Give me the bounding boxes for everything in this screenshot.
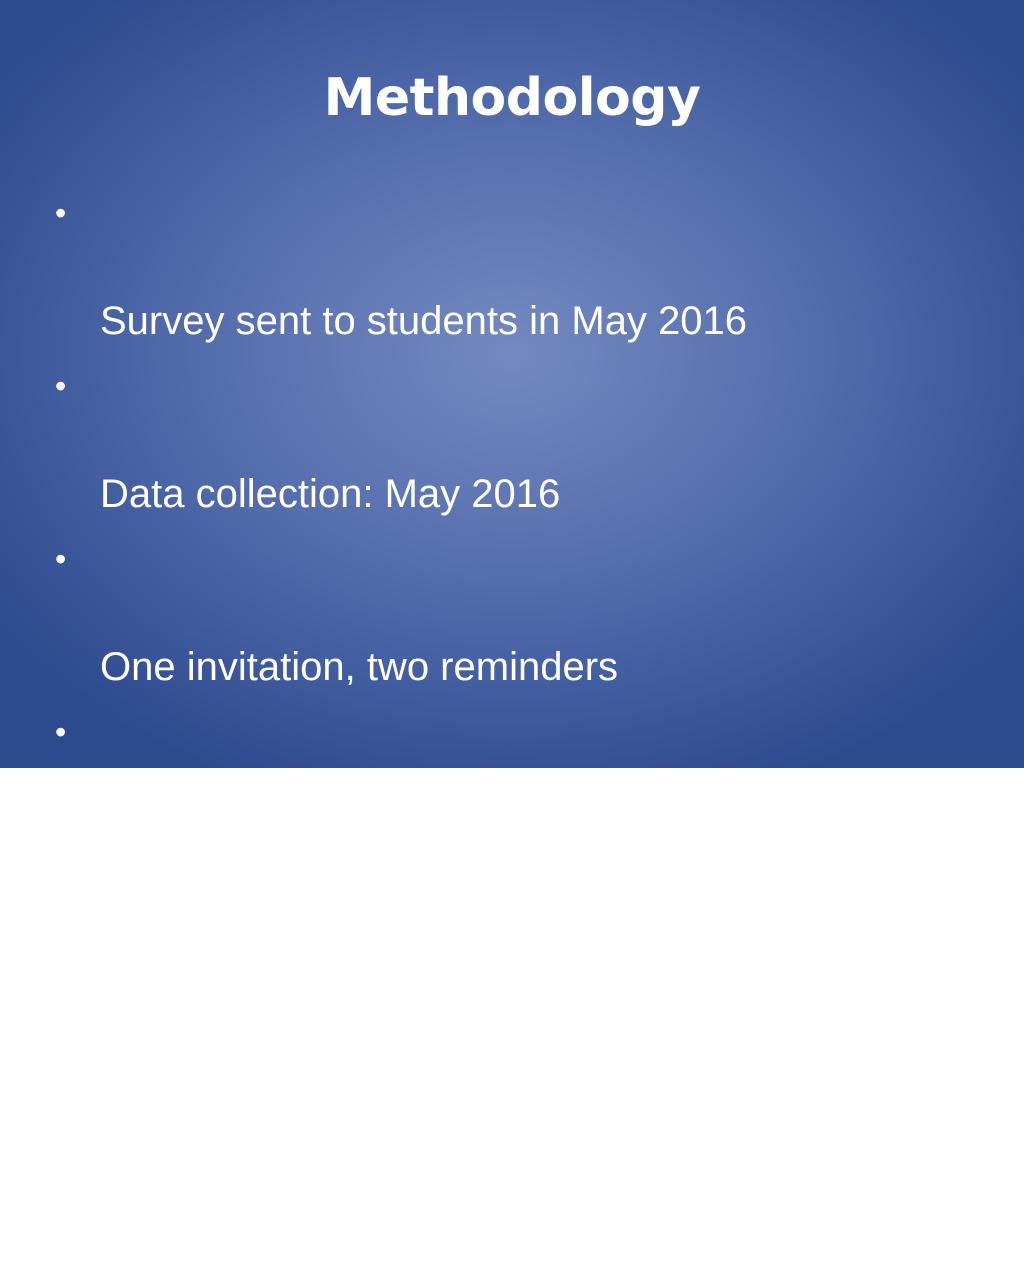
bullet-text: Survey sent to students in May 2016 — [100, 299, 748, 343]
bullet-item — [55, 359, 995, 521]
bullet-item — [55, 532, 995, 694]
bullet-icon: • — [55, 714, 67, 750]
sub-bullet-item — [115, 1079, 995, 1279]
sub-bullet-text: N=1,567 students — [146, 1029, 414, 1067]
sub-bullet-text: Survey invitation sent via email to 1,565 students — [146, 1185, 746, 1273]
sub-bullet-list — [55, 923, 995, 1279]
bullet-text: Data collection: May 2016 — [100, 472, 561, 516]
sub-bullet-item — [115, 923, 995, 1073]
bullet-icon: • — [55, 541, 67, 577]
bullet-text: One invitation, two reminders — [100, 645, 619, 689]
dash-icon: – — [115, 929, 134, 967]
dash-icon: – — [115, 1085, 134, 1123]
bullet-item — [55, 705, 995, 921]
bullet-text: Target population: students applying for graduation during spring semester — [100, 818, 765, 916]
slide-title: Methodology — [323, 68, 701, 128]
bullet-icon: • — [55, 368, 67, 404]
sub-bullet-group — [55, 923, 995, 1279]
bullet-icon: • — [55, 195, 67, 231]
bullet-item — [55, 186, 995, 348]
bullet-list — [55, 186, 995, 1285]
